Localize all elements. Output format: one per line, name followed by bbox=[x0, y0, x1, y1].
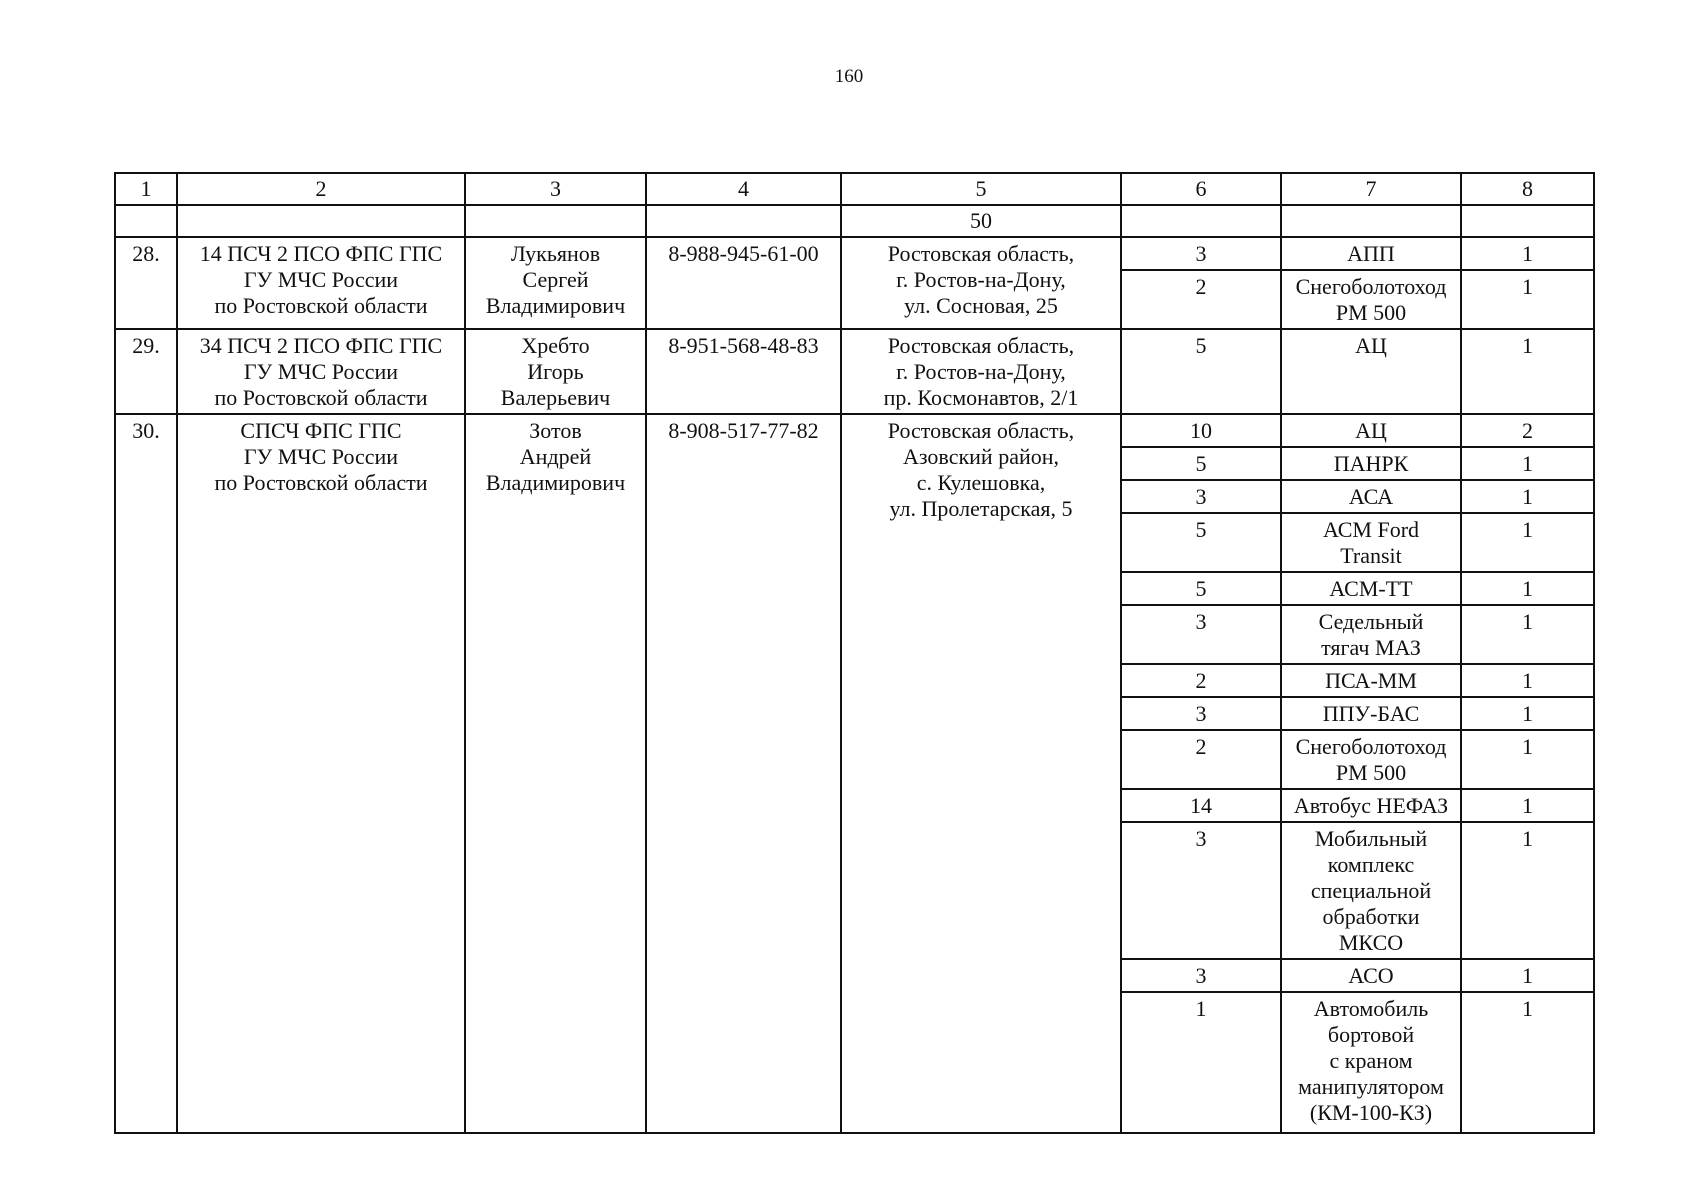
vehicle-type bbox=[1281, 480, 1461, 513]
crew-count: 3 bbox=[1121, 697, 1281, 730]
responsible-person-line: Лукьянов bbox=[510, 241, 601, 266]
unit-name-line: СПСЧ ФПС ГПС bbox=[240, 418, 402, 443]
section-label: 50 bbox=[841, 205, 1121, 237]
vehicle-type-line: АСА bbox=[1348, 484, 1394, 509]
address-line: с. Кулешовка, bbox=[916, 470, 1046, 495]
column-number: 5 bbox=[841, 173, 1121, 205]
vehicle-type bbox=[1281, 822, 1461, 959]
vehicle-quantity: 1 bbox=[1461, 513, 1594, 572]
vehicle-type bbox=[1281, 513, 1461, 572]
address bbox=[841, 237, 1121, 329]
unit-name bbox=[177, 414, 465, 1133]
vehicle-type-line: АЦ bbox=[1355, 418, 1387, 443]
vehicle-quantity: 1 bbox=[1461, 822, 1594, 959]
unit-name-line: по Ростовской области bbox=[214, 385, 428, 410]
page-number: 160 bbox=[834, 66, 864, 87]
entry-number: 29. bbox=[115, 329, 177, 414]
vehicle-quantity: 1 bbox=[1461, 992, 1594, 1133]
address-line: Азовский район, bbox=[902, 444, 1060, 469]
empty-cell bbox=[115, 205, 177, 237]
vehicle-quantity: 1 bbox=[1461, 605, 1594, 664]
vehicle-type-line: (КМ-100-КЗ) bbox=[1309, 1100, 1433, 1125]
responsible-person-line: Зотов bbox=[529, 418, 582, 443]
vehicle-type bbox=[1281, 697, 1461, 730]
responsible-person-line: Владимирович bbox=[485, 470, 626, 495]
vehicle-type-line: АСМ-ТТ bbox=[1329, 576, 1413, 601]
vehicle-type-line: Transit bbox=[1340, 543, 1402, 568]
responsible-person-line: Валерьевич bbox=[500, 385, 611, 410]
crew-count: 3 bbox=[1121, 605, 1281, 664]
address-line: г. Ростов-на-Дону, bbox=[896, 359, 1066, 384]
unit-name-line: ГУ МЧС России bbox=[243, 359, 399, 384]
crew-count: 5 bbox=[1121, 329, 1281, 414]
vehicle-type-line: АЦ bbox=[1355, 333, 1387, 358]
empty-cell bbox=[1461, 205, 1594, 237]
responsible-person-line: Хребто bbox=[521, 333, 590, 358]
column-number-row bbox=[115, 173, 1594, 205]
address-line: Ростовская область, bbox=[887, 333, 1075, 358]
responsible-person bbox=[465, 237, 646, 329]
column-number: 3 bbox=[465, 173, 646, 205]
address-line: ул. Пролетарская, 5 bbox=[889, 496, 1073, 521]
column-number: 8 bbox=[1461, 173, 1594, 205]
vehicle-type-line: МКСО bbox=[1338, 930, 1404, 955]
vehicle-type-line: Снегоболотоход bbox=[1295, 734, 1447, 759]
vehicle-type bbox=[1281, 237, 1461, 270]
responsible-person-line: Андрей bbox=[519, 444, 592, 469]
unit-name-line: 34 ПСЧ 2 ПСО ФПС ГПС bbox=[199, 333, 443, 358]
responsible-person bbox=[465, 414, 646, 1133]
address-line: г. Ростов-на-Дону, bbox=[896, 267, 1066, 292]
crew-count: 10 bbox=[1121, 414, 1281, 447]
phone-number: 8-951-568-48-83 bbox=[646, 329, 841, 414]
address bbox=[841, 414, 1121, 1133]
vehicle-type bbox=[1281, 447, 1461, 480]
vehicle-quantity: 1 bbox=[1461, 697, 1594, 730]
vehicle-quantity: 1 bbox=[1461, 664, 1594, 697]
crew-count: 3 bbox=[1121, 822, 1281, 959]
address-line: пр. Космонавтов, 2/1 bbox=[883, 385, 1079, 410]
vehicle-quantity: 1 bbox=[1461, 480, 1594, 513]
address-line: ул. Сосновая, 25 bbox=[904, 293, 1058, 318]
vehicle-type-line: РМ 500 bbox=[1335, 760, 1407, 785]
crew-count: 14 bbox=[1121, 789, 1281, 822]
empty-cell bbox=[177, 205, 465, 237]
column-number: 4 bbox=[646, 173, 841, 205]
phone-number: 8-988-945-61-00 bbox=[646, 237, 841, 329]
address bbox=[841, 329, 1121, 414]
responsible-person-line: Сергей bbox=[522, 267, 589, 292]
responsible-person bbox=[465, 329, 646, 414]
responsible-person-line: Игорь bbox=[527, 359, 584, 384]
crew-count: 5 bbox=[1121, 572, 1281, 605]
address-line: Ростовская область, bbox=[887, 241, 1075, 266]
vehicle-type bbox=[1281, 605, 1461, 664]
address-line: Ростовская область, bbox=[887, 418, 1075, 443]
empty-cell bbox=[646, 205, 841, 237]
vehicle-type-line: Автобус НЕФАЗ bbox=[1293, 793, 1449, 818]
vehicle-type-line: тягач МАЗ bbox=[1321, 635, 1421, 660]
vehicle-quantity: 1 bbox=[1461, 237, 1594, 270]
section-row bbox=[115, 205, 1594, 237]
vehicle-type-line: специальной bbox=[1310, 878, 1432, 903]
vehicle-type-line: манипулятором bbox=[1298, 1074, 1444, 1099]
unit-name bbox=[177, 329, 465, 414]
vehicle-type-line: комплекс bbox=[1327, 852, 1415, 877]
unit-name-line: ГУ МЧС России bbox=[243, 444, 399, 469]
crew-count: 1 bbox=[1121, 992, 1281, 1133]
vehicle-type-line: Снегоболотоход bbox=[1295, 274, 1447, 299]
phone-number: 8-908-517-77-82 bbox=[646, 414, 841, 1133]
vehicle-quantity: 1 bbox=[1461, 329, 1594, 414]
crew-count: 3 bbox=[1121, 480, 1281, 513]
crew-count: 3 bbox=[1121, 959, 1281, 992]
entry-number: 28. bbox=[115, 237, 177, 329]
crew-count: 2 bbox=[1121, 270, 1281, 329]
column-number: 7 bbox=[1281, 173, 1461, 205]
column-number: 2 bbox=[177, 173, 465, 205]
empty-cell bbox=[1281, 205, 1461, 237]
vehicle-type bbox=[1281, 730, 1461, 789]
vehicle-quantity: 1 bbox=[1461, 572, 1594, 605]
crew-count: 2 bbox=[1121, 730, 1281, 789]
table-row bbox=[115, 237, 1594, 270]
vehicle-type bbox=[1281, 992, 1461, 1133]
vehicle-type-line: обработки bbox=[1322, 904, 1420, 929]
vehicle-quantity: 1 bbox=[1461, 959, 1594, 992]
crew-count: 2 bbox=[1121, 664, 1281, 697]
unit-name-line: 14 ПСЧ 2 ПСО ФПС ГПС bbox=[199, 241, 443, 266]
crew-count: 5 bbox=[1121, 513, 1281, 572]
table-row bbox=[115, 329, 1594, 414]
empty-cell bbox=[1121, 205, 1281, 237]
unit-name-line: по Ростовской области bbox=[214, 293, 428, 318]
vehicle-type bbox=[1281, 329, 1461, 414]
vehicle-type-line: РМ 500 bbox=[1335, 300, 1407, 325]
vehicle-type-line: с краном bbox=[1329, 1048, 1413, 1073]
crew-count: 3 bbox=[1121, 237, 1281, 270]
vehicle-type bbox=[1281, 572, 1461, 605]
vehicle-quantity: 2 bbox=[1461, 414, 1594, 447]
vehicle-type bbox=[1281, 270, 1461, 329]
responsible-person-line: Владимирович bbox=[485, 293, 626, 318]
vehicle-type bbox=[1281, 959, 1461, 992]
vehicle-type-line: Седельный bbox=[1318, 609, 1424, 634]
entry-number: 30. bbox=[115, 414, 177, 1133]
vehicle-type bbox=[1281, 664, 1461, 697]
vehicle-type-line: Автомобиль bbox=[1313, 996, 1429, 1021]
vehicle-type-line: ППУ-БАС bbox=[1322, 701, 1420, 726]
vehicle-type-line: АСМ Ford bbox=[1322, 517, 1420, 542]
vehicle-type-line: бортовой bbox=[1327, 1022, 1415, 1047]
vehicle-type-line: ПСА-ММ bbox=[1325, 668, 1417, 693]
vehicle-type-line: ПАНРК bbox=[1333, 451, 1409, 476]
table-row bbox=[115, 414, 1594, 447]
empty-cell bbox=[465, 205, 646, 237]
vehicle-type-line: АСО bbox=[1348, 963, 1394, 988]
unit-name-line: ГУ МЧС России bbox=[243, 267, 399, 292]
vehicle-type-line: Мобильный bbox=[1314, 826, 1428, 851]
unit-name-line: по Ростовской области bbox=[214, 470, 428, 495]
vehicle-quantity: 1 bbox=[1461, 270, 1594, 329]
vehicle-type bbox=[1281, 414, 1461, 447]
vehicle-quantity: 1 bbox=[1461, 730, 1594, 789]
column-number: 1 bbox=[115, 173, 177, 205]
vehicle-type bbox=[1281, 789, 1461, 822]
crew-count: 5 bbox=[1121, 447, 1281, 480]
vehicle-quantity: 1 bbox=[1461, 447, 1594, 480]
unit-name bbox=[177, 237, 465, 329]
column-number: 6 bbox=[1121, 173, 1281, 205]
vehicle-quantity: 1 bbox=[1461, 789, 1594, 822]
equipment-table bbox=[114, 172, 1595, 1134]
vehicle-type-line: АПП bbox=[1347, 241, 1395, 266]
